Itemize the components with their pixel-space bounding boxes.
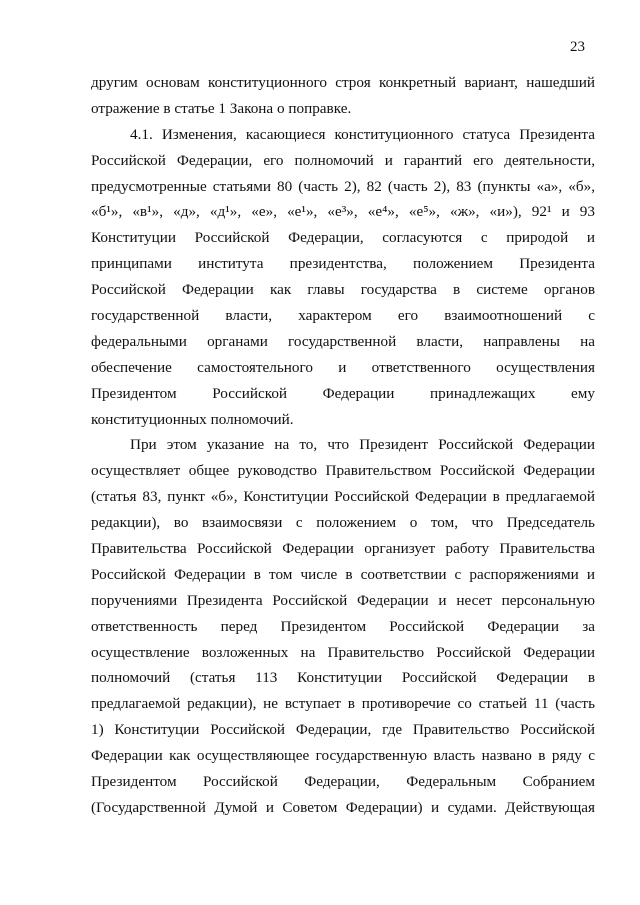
text-line: полномочий (статья 113 Конституции Российской Федерации в [91,669,595,687]
text-line: предусмотренные статьями 80 (часть 2), 82 (часть 2), 83 (пункты «а», «б», [91,177,595,195]
text-line: принципами института президентства, положением Президента [91,255,595,273]
text-line: Российской Федерации, его полномочий и гарантий его деятельности, [91,151,595,169]
text-line: Российской Федерации в том числе в соответствии с распоряжениями и [91,565,595,583]
text-line: (Государственной Думой и Советом Федерации) и судами. Действующая [91,798,595,816]
text-line: «б¹», «в¹», «д», «д¹», «е», «е¹», «е³», «е⁴», «е⁵», «ж», «и»), 92¹ и 93 [91,203,595,221]
text-line: осуществляет общее руководство Правительством Российской Федерации [91,462,595,480]
text-line: отражение в статье 1 Закона о поправке. [91,99,352,117]
text-line: федеральными органами государственной власти, направлены на [91,332,595,350]
text-line: Президентом Российской Федерации принадлежащих ему [91,384,595,402]
text-line: 1) Конституции Российской Федерации, где Правительство Российской [91,721,595,739]
text-line: 4.1. Изменения, касающиеся конституционного статуса Президента [130,125,595,143]
text-line: редакции), во взаимосвязи с положением о том, что Председатель [91,514,595,532]
text-line: осуществление возложенных на Правительство Российской Федерации [91,643,595,661]
text-line: Правительства Российской Федерации организует работу Правительства [91,540,595,558]
body-text [91,70,595,821]
text-line: поручениями Президента Российской Федерации и несет персональную [91,591,595,609]
text-line: Федерации как осуществляющее государственную власть названо в ряду с [91,747,595,765]
text-line: государственной власти, характером его взаимоотношений с [91,307,595,325]
text-line: Российской Федерации как главы государства в системе органов [91,281,595,299]
text-line: При этом указание на то, что Президент Российской Федерации [130,436,595,454]
text-line: другим основам конституционного строя конкретный вариант, нашедший [91,74,595,91]
text-line: Конституции Российской Федерации, согласуются с природой и [91,229,595,247]
text-line: Президентом Российской Федерации, Федеральным Собранием [91,773,595,791]
text-line: конституционных полномочий. [91,410,294,428]
text-line: предлагаемой редакции), не вступает в противоречие со статьей 11 (часть [91,695,595,713]
text-line: (статья 83, пункт «б», Конституции Российской Федерации в предлагаемой [91,488,595,506]
text-line: ответственность перед Президентом Российской Федерации за [91,617,595,635]
text-line: обеспечение самостоятельного и ответственного осуществления [91,358,595,376]
page-number: 23 [570,39,585,55]
